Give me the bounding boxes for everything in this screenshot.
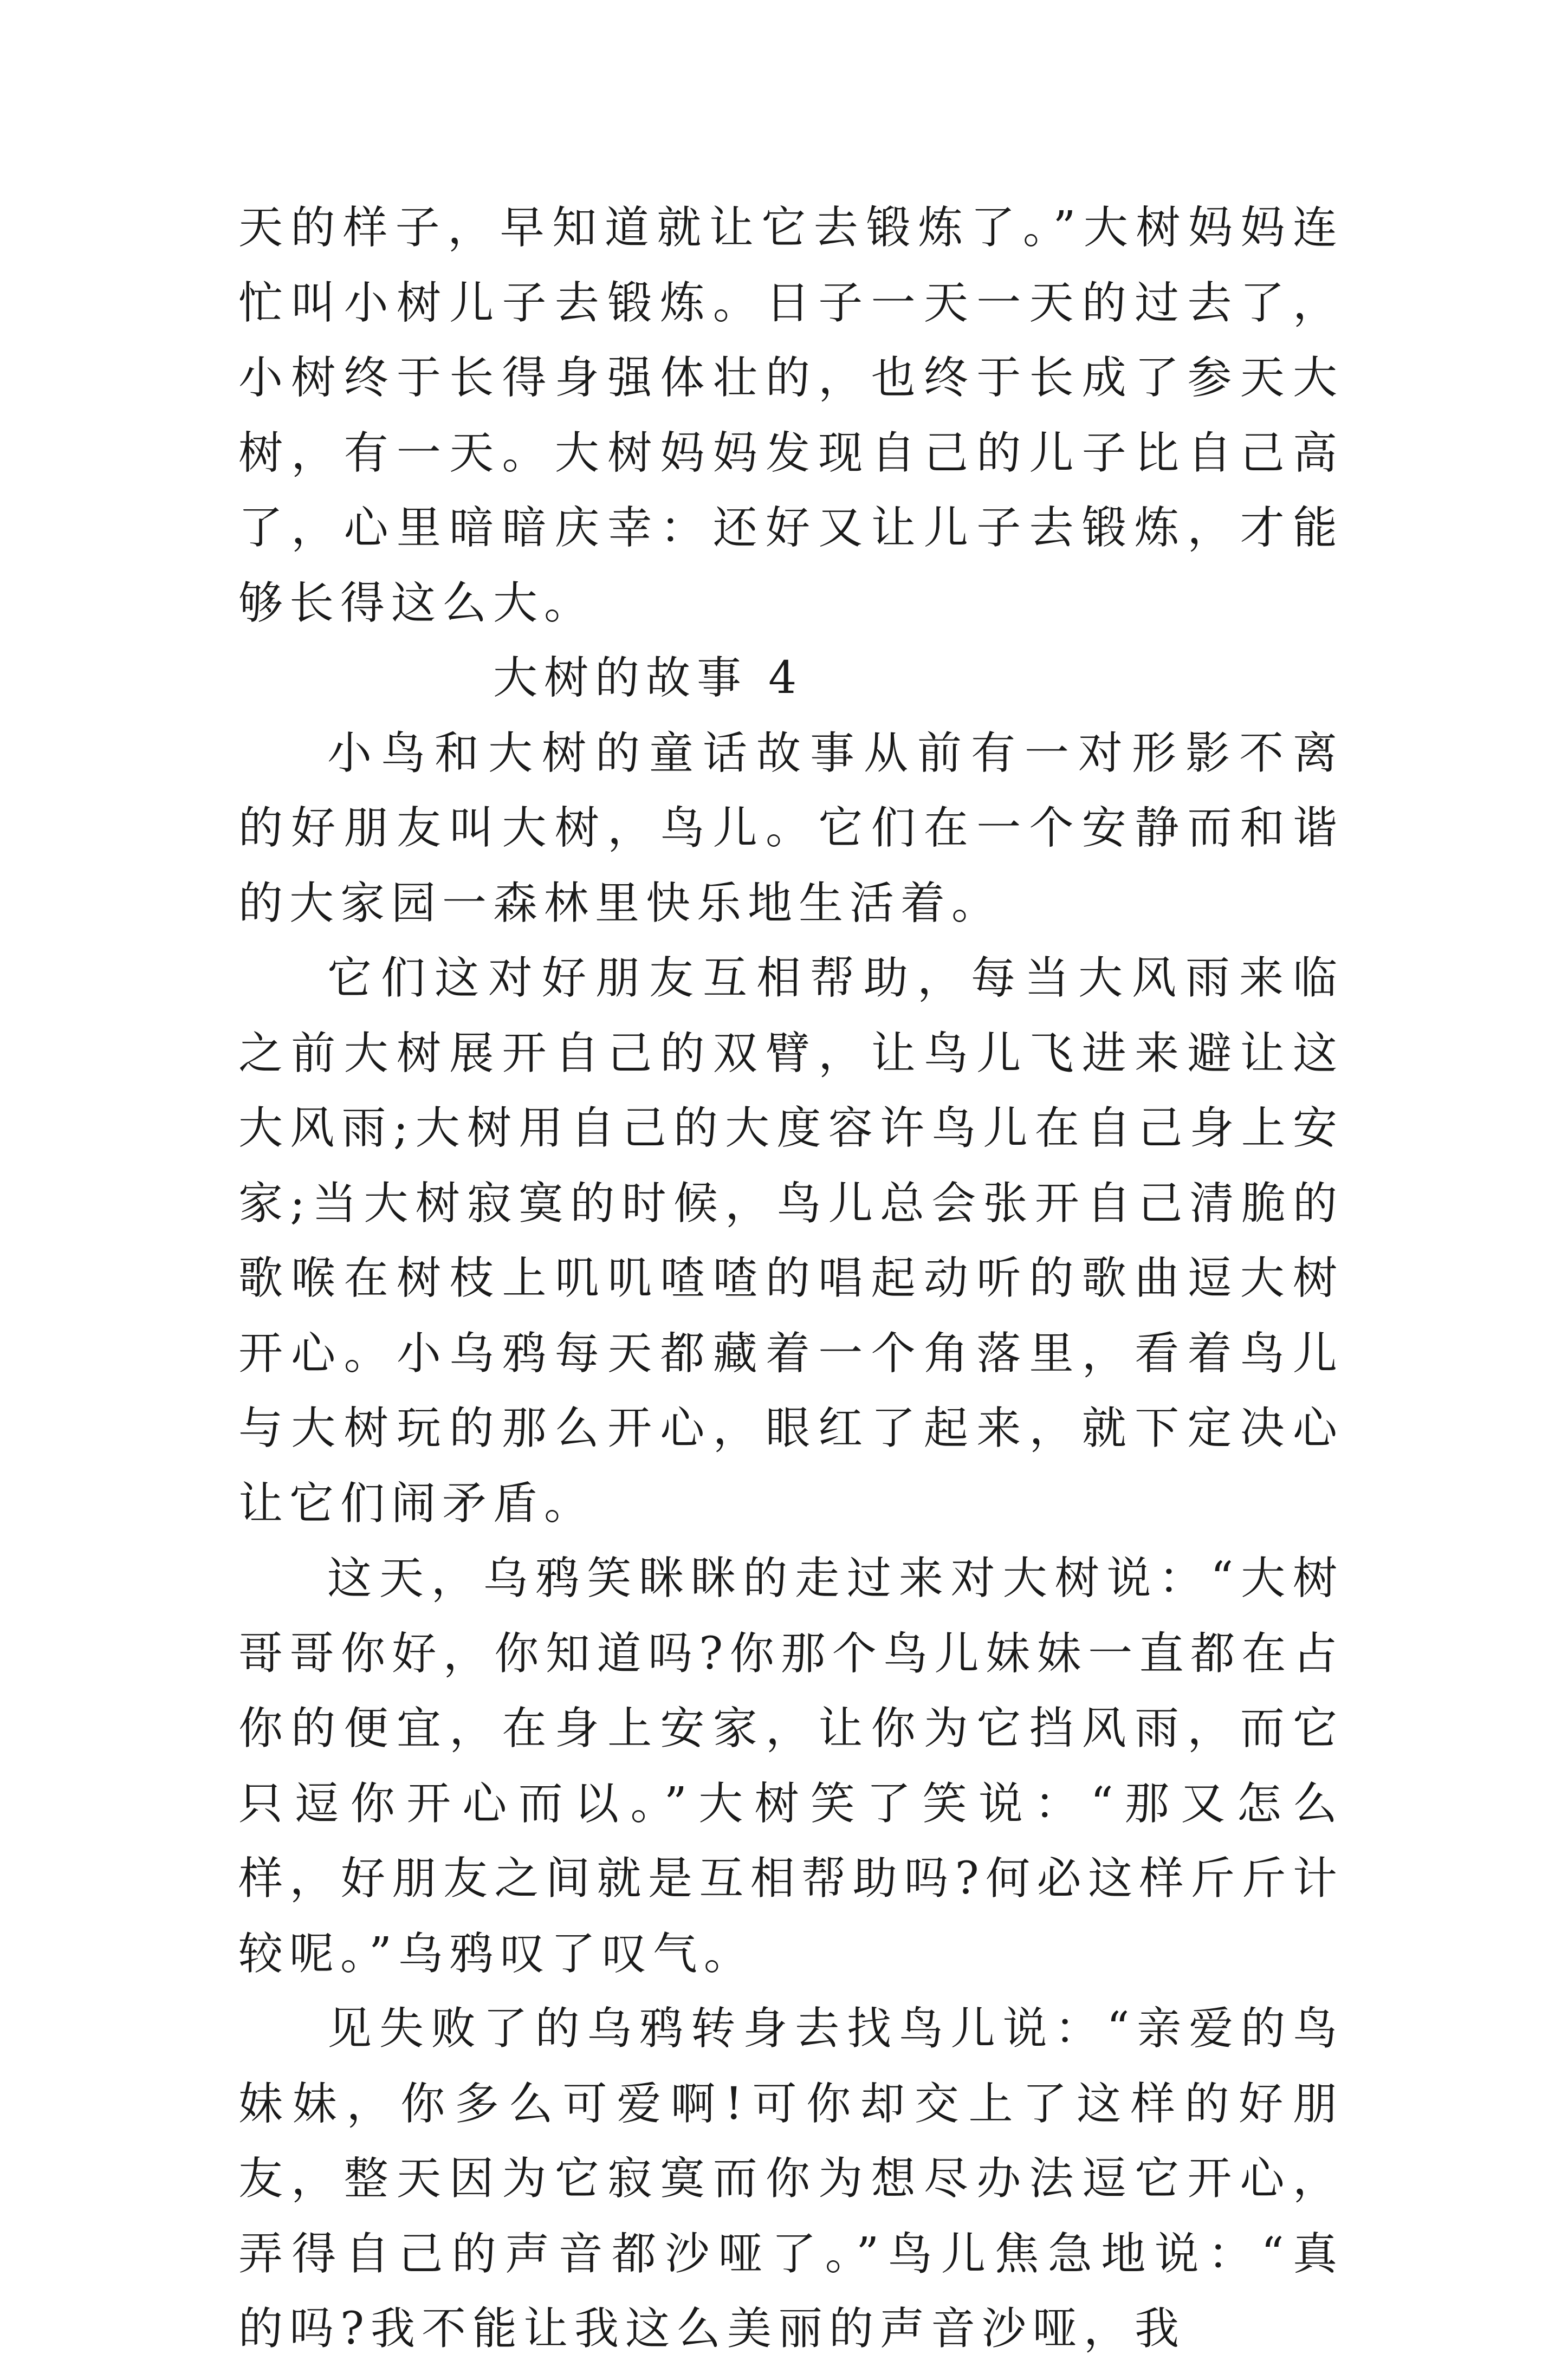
paragraph: 小鸟和大树的童话故事从前有一对形影不离的好朋友叫大树，鸟儿。它们在一个安静而和谐的大家园一森林里快乐地生活着。: [238, 727, 1344, 929]
paragraph: 这天，乌鸦笑眯眯的走过来对大树说：“大树哥哥你好，你知道吗?你那个鸟儿妹妹一直都在占你的便宜，在身上安家，让你为它挡风雨，而它只逗你开心而以。”大树笑了笑说：“那又怎么样，好朋友之间就是互相帮助吗?何必这样斤斤计较呢。”乌鸦叹了叹气。: [238, 1553, 1344, 1980]
paragraph-continued: 天的样子，早知道就让它去锻炼了。”大树妈妈连忙叫小树儿子去锻炼。日子一天一天的过去了，小树终于长得身强体壮的，也终于长成了参天大树，有一天。大树妈妈发现自己的儿子比自己高了，心里暗暗庆幸：还好又让儿子去锻炼，才能够长得这么大。: [238, 202, 1344, 629]
text-column: [238, 191, 1344, 2367]
paragraph: 见失败了的乌鸦转身去找鸟儿说：“亲爱的鸟妹妹，你多么可爱啊!可你却交上了这样的好朋友，整天因为它寂寞而你为想尽办法逗它开心，弄得自己的声音都沙哑了。”鸟儿焦急地说：“真的吗?我不能让我这么美丽的声音沙哑，我: [238, 2003, 1344, 2355]
paragraph: 它们这对好朋友互相帮助，每当大风雨来临之前大树展开自己的双臂，让鸟儿飞进来避让这大风雨;大树用自己的大度容许鸟儿在自己身上安家;当大树寂寞的时候，鸟儿总会张开自己清脆的歌喉在树枝上叽叽喳喳的唱起动听的歌曲逗大树开心。小乌鸦每天都藏着一个角落里，看着鸟儿与大树玩的那么开心，眼红了起来，就下定决心让它们闹矛盾。: [238, 952, 1344, 1529]
section-title: 大树的故事 4: [493, 652, 804, 704]
